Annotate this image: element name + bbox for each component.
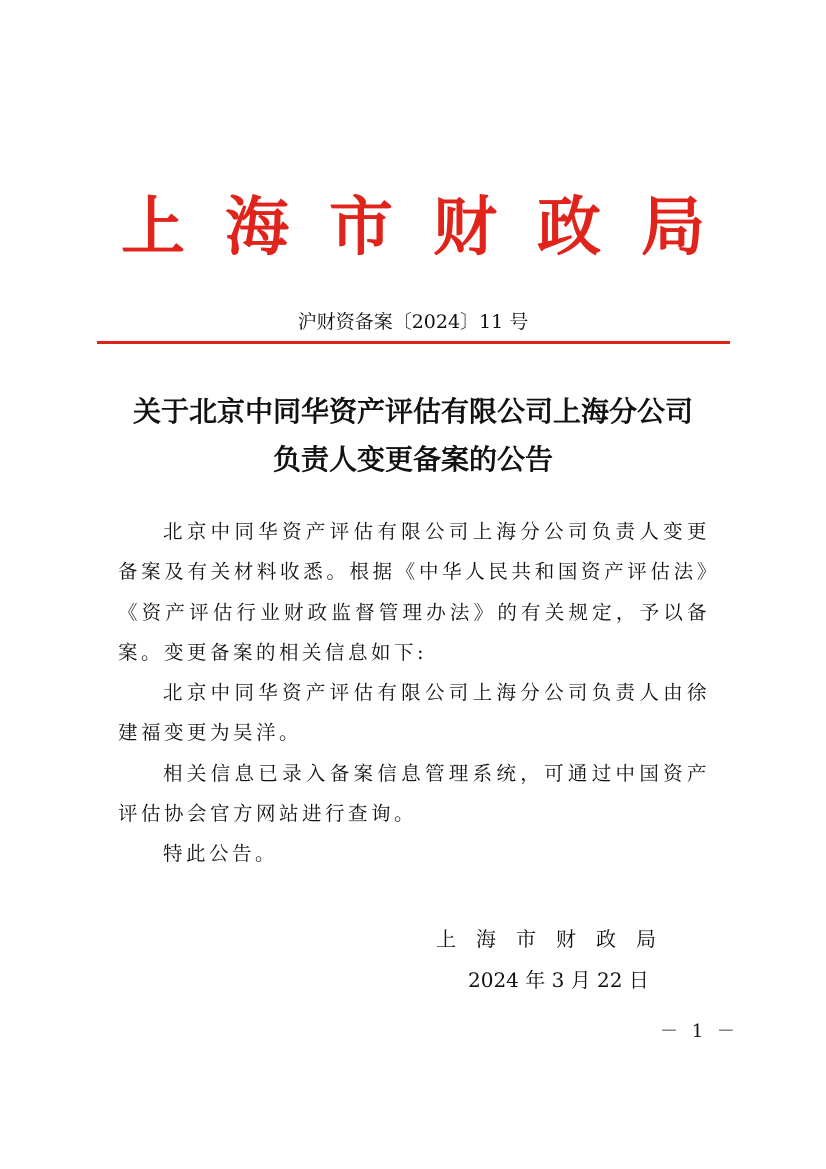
body-paragraph-2: 北京中同华资产评估有限公司上海分公司负责人由徐建福变更为吴洋。: [118, 681, 710, 745]
signature-date: 2024 年 3 月 22 日: [468, 968, 649, 992]
page-number: － 1 －: [660, 1021, 739, 1042]
body-paragraph-3: 相关信息已录入备案信息管理系统，可通过中国资产评估协会官方网站进行查询。: [118, 761, 710, 826]
signature-authority: 上海市财政局: [436, 927, 676, 951]
red-divider-line: [97, 341, 730, 344]
body-paragraph-1: 北京中同华资产评估有限公司上海分公司负责人变更备案及有关材料收悉。根据《中华人民共和国资产评估法》《资产评估行业财政监督管理办法》的有关规定，予以备案。变更备案的相关信息如下:: [118, 520, 710, 664]
notice-title-line-2: 负责人变更备案的公告: [272, 443, 553, 476]
notice-title-line-1: 关于北京中同华资产评估有限公司上海分公司: [132, 395, 693, 428]
body-paragraph-4: 特此公告。: [163, 842, 279, 866]
issuing-authority-header: 上海市财政局: [121, 190, 745, 265]
notice-body: [118, 512, 710, 875]
notice-title: [60, 388, 766, 484]
document-number: 沪财资备案〔2024〕11 号: [297, 311, 529, 333]
